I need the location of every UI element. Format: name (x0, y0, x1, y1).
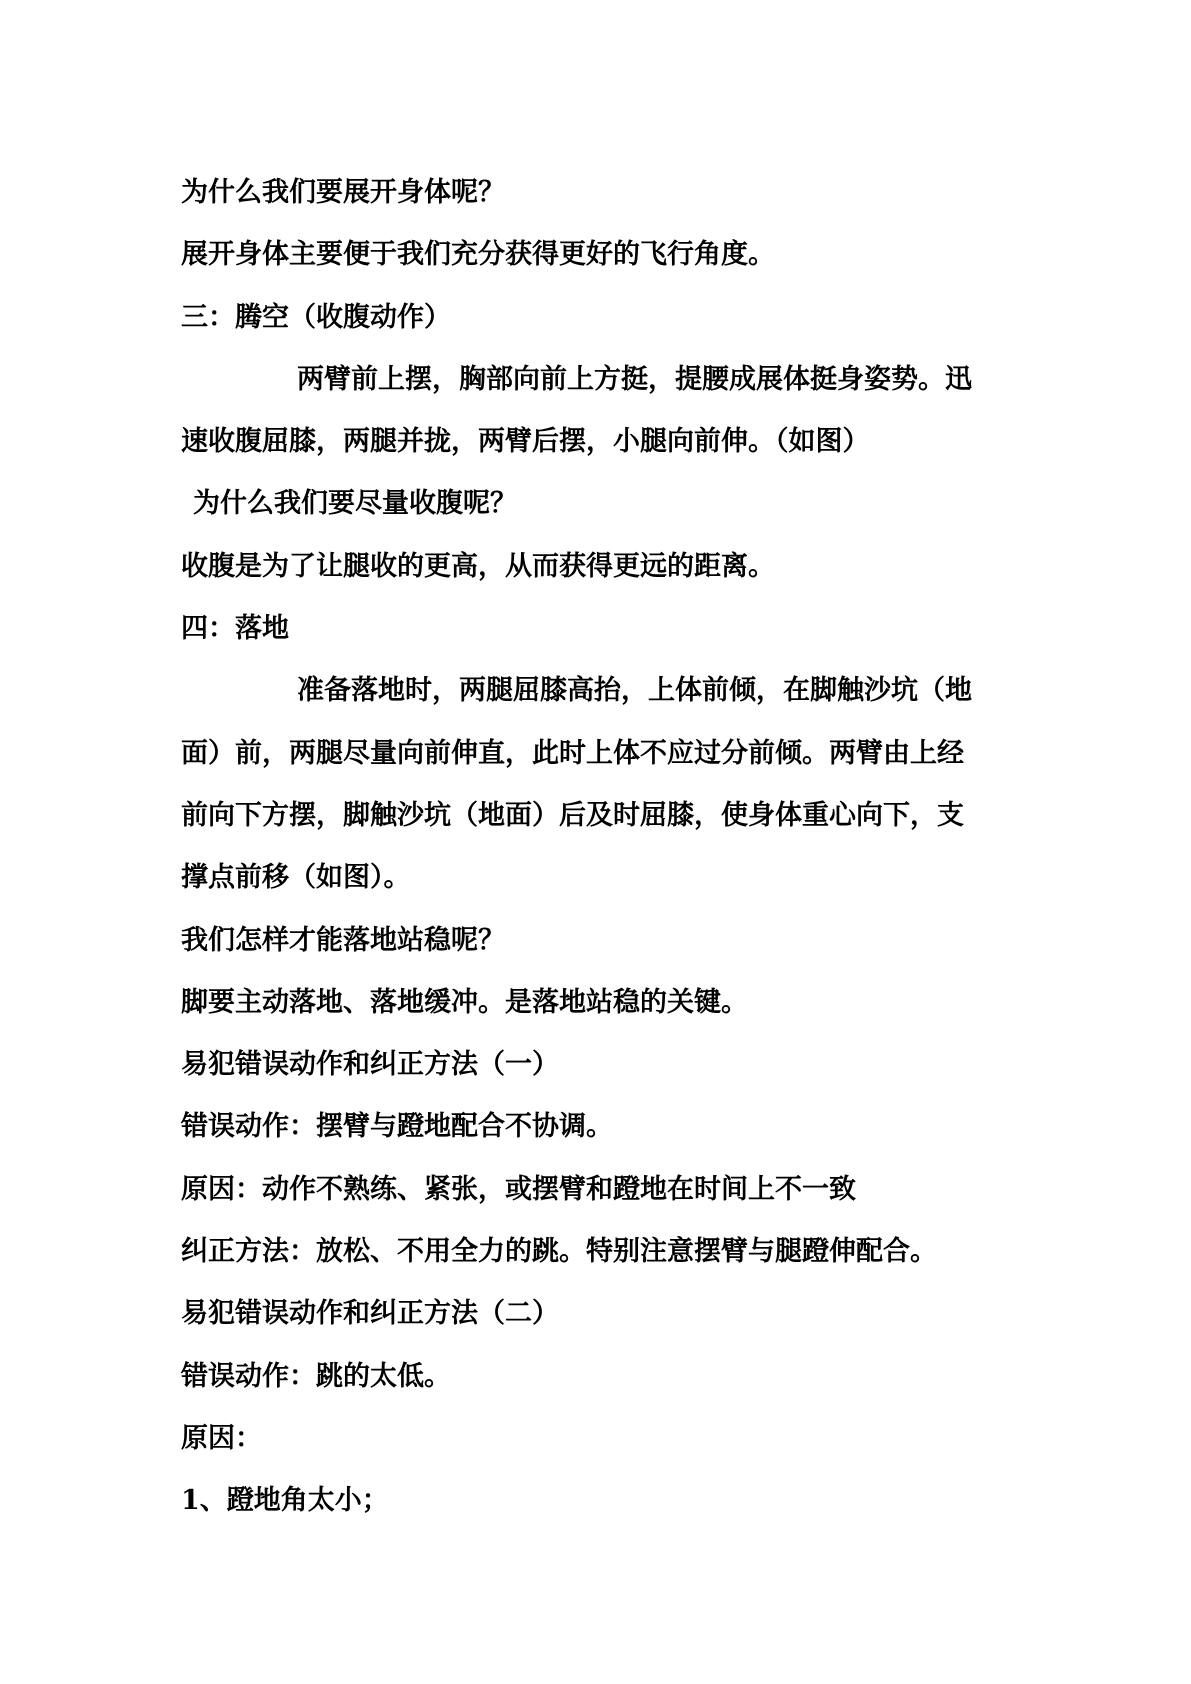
paragraph-flight-line-2: 速收腹屈膝，两腿并拢，两臂后摆，小腿向前伸。（如图） (181, 426, 870, 458)
heading-errors-two: 易犯错误动作和纠正方法（二） (181, 1298, 559, 1330)
paragraph-landing-line-3: 前向下方摆，脚触沙坑（地面）后及时屈膝，使身体重心向下，支 (181, 799, 964, 831)
heading-errors-one: 易犯错误动作和纠正方法（一） (181, 1049, 559, 1081)
question-stable-landing: 我们怎样才能落地站稳呢？ (181, 924, 505, 956)
question-why-extend-body: 为什么我们要展开身体呢？ (181, 177, 505, 208)
section-heading-landing: 四：落地 (181, 613, 289, 645)
section-heading-flight: 三：腾空（收腹动作） (181, 301, 451, 333)
error-correction-one: 纠正方法：放松、不用全力的跳。特别注意摆臂与腿蹬伸配合。 (181, 1236, 937, 1268)
document-body (181, 162, 1021, 1533)
error-reason-one: 原因：动作不熟练、紧张，或摆臂和蹬地在时间上不一致 (181, 1173, 856, 1205)
error-action-two: 错误动作：跳的太低。 (181, 1360, 451, 1392)
answer-stable-landing: 脚要主动落地、落地缓冲。是落地站稳的关键。 (181, 986, 748, 1018)
paragraph-flight-line-1: 两臂前上摆，胸部向前上方挺，提腰成展体挺身姿势。迅 (297, 363, 972, 395)
error-reason-two-item-1: 1、蹬地角太小； (181, 1485, 389, 1517)
answer-extend-body: 展开身体主要便于我们充分获得更好的飞行角度。 (181, 239, 775, 271)
error-reason-two-label: 原因： (181, 1422, 262, 1454)
paragraph-landing-line-4: 撑点前移（如图）。 (181, 862, 411, 894)
question-why-tuck: 为什么我们要尽量收腹呢？ (193, 488, 517, 520)
error-action-one: 错误动作：摆臂与蹬地配合不协调。 (181, 1111, 613, 1143)
paragraph-landing-line-2: 面）前，两腿尽量向前伸直，此时上体不应过分前倾。两臂由上经 (181, 737, 964, 769)
answer-tuck: 收腹是为了让腿收的更高，从而获得更远的距离。 (181, 550, 775, 582)
paragraph-landing-line-1: 准备落地时，两腿屈膝高抬，上体前倾，在脚触沙坑（地 (297, 675, 972, 707)
